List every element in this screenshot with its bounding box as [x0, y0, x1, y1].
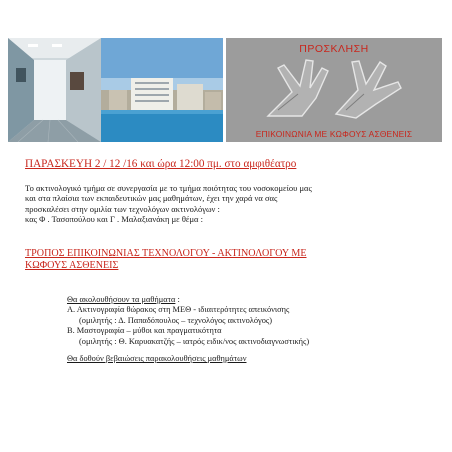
header-banner	[8, 38, 442, 142]
invitation-title: ΠΡΟΣΚΛΗΣΗ	[299, 43, 369, 55]
certificates-note: Θα δοθούν βεβαιώσεις παρακολουθήσεις μαθημάτων	[67, 354, 247, 363]
lecture-topic-heading	[25, 248, 445, 272]
agenda-item-b-speaker: (ομιλητής : Θ. Καρυακατζής – ιατρός ειδικ/νος ακτινοδιαγνωστικής)	[79, 336, 310, 346]
hospital-building-photo	[101, 38, 223, 142]
topic-line: ΚΩΦΟΥΣ ΑΣΘΕΝΕΙΣ	[25, 260, 119, 272]
speakers-line: κας Φ . Τασοπούλου και Γ . Μαλαξιανάκη με θέμα :	[25, 213, 203, 224]
event-date-heading: ΠΑΡΑΣΚΕΥΗ 2 / 12 /16 και ώρα 12:00 πμ. στο αμφιθέατρο	[25, 158, 297, 170]
invitation-subtitle: ΕΠΙΚΟΙΝΩΝΙΑ ΜΕ ΚΩΦΟΥΣ ΑΣΘΕΝΕΙΣ	[255, 129, 413, 139]
sign-language-hands-icon	[248, 54, 424, 124]
agenda-heading-colon: :	[175, 295, 180, 304]
invitation-panel	[226, 38, 442, 142]
intro-line: και στα πλαίσια των εκπαιδευτικών μας μαθημάτων, έχει την χαρά να σας	[25, 193, 278, 204]
agenda-item-b: Β. Μαστογραφία – μύθοι και πραγματικότητα	[67, 326, 222, 336]
agenda-item-a: Α. Ακτινογραφία θώρακος στη ΜΕΘ - ιδιαιτερότητες απεικόνισης	[67, 305, 290, 315]
intro-line: προσκαλέσει στην ομιλία των τεχνολόγων ακτινολόγων :	[25, 203, 220, 214]
topic-line: ΤΡΟΠΟΣ ΕΠΙΚΟΙΝΩΝΙΑΣ ΤΕΧΝΟΛΟΓΟΥ - ΑΚΤΙΝΟΛΟΓΟΥ ΜΕ	[25, 248, 307, 259]
intro-paragraph	[25, 183, 445, 224]
agenda-item-a-speaker: (ομιλητής : Δ. Παπαδόπουλος – τεχνολόγος ακτινολόγος)	[79, 315, 273, 325]
agenda-heading	[67, 295, 447, 305]
intro-line: Το ακτινολογικό τμήμα σε συνεργασία με το τμήμα ποιότητας του νοσοκομείου μας	[25, 183, 312, 193]
agenda-heading-text: Θα ακολουθήσουν τα μαθήματα	[67, 295, 176, 304]
agenda-section	[67, 295, 447, 347]
hallway-photo	[8, 38, 101, 142]
